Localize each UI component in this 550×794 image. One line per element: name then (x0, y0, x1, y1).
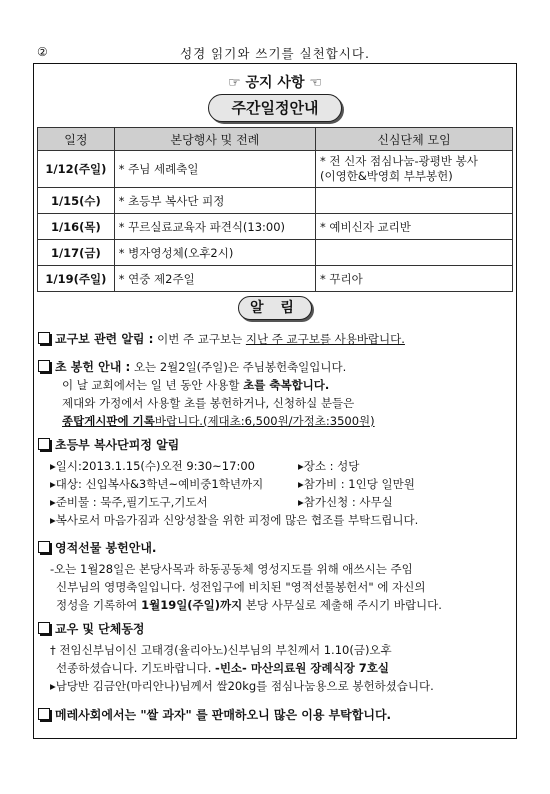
weekly-schedule-title: 주간일정안내 (208, 94, 342, 122)
checkbox-square-icon (38, 541, 50, 553)
candle-offering-notice (38, 358, 512, 430)
section-text: 신부님의 영명축일입니다. 성전입구에 비치된 "영적선물봉헌서" 에 자신의 (56, 580, 426, 594)
retreat-detail: ▸참가비 : 1인당 일만원 (298, 477, 415, 491)
table-row (38, 266, 513, 292)
bulletin-frame (33, 63, 517, 739)
retreat-detail: ▸준비물 : 묵주,필기도구,기도서 (50, 495, 208, 509)
schedule-group: * 예비신자 교리반 (316, 214, 513, 240)
schedule-date: 1/17(금) (38, 240, 115, 266)
table-row (38, 151, 513, 188)
section-heading: 교우 및 단체동정 (55, 622, 145, 636)
section-text: 선종하셨습니다. 기도바랍니다. (56, 661, 216, 675)
schedule-event: * 연중 제2주일 (114, 266, 315, 292)
announcement-title: 알 림 (238, 296, 312, 320)
schedule-header-date: 일정 (38, 128, 115, 151)
retreat-detail: ▸복사로서 마음가짐과 신앙성찰을 위한 피정에 많은 협조를 부탁드립니다. (50, 513, 419, 527)
spiritual-gift-notice (38, 539, 512, 614)
section-heading: 메레사회에서는 "쌀 과자" 를 판매하오니 많은 이용 부탁합니다. (55, 708, 392, 722)
section-text: 오는 2월2일(주일)은 주님봉헌축일입니다. (130, 360, 347, 374)
schedule-event: * 병자영성체(오후2시) (114, 240, 315, 266)
section-text: -오는 1월28일은 본당사목과 하동공동체 영성지도를 위해 애쓰시는 주임 (50, 562, 413, 576)
section-heading: 초 봉헌 안내 : (55, 360, 131, 374)
checkbox-square-icon (38, 708, 50, 720)
section-text: † 전임신부님이신 고태경(율리아노)신부님의 부친께서 1.10(금)오후 (50, 643, 392, 657)
section-text: 바랍니다.(제대초:6,500원/가정초:3500원) (154, 414, 375, 428)
schedule-group (316, 188, 513, 214)
retreat-detail: ▸일시:2013.1.15(수)오전 9:30~17:00 (50, 459, 255, 473)
schedule-header-group: 신심단체 모임 (316, 128, 513, 151)
section-heading: 영적선물 봉헌안내. (55, 541, 157, 555)
section-text-bold: -빈소- 마산의료원 장례식장 7호실 (215, 661, 390, 675)
checkbox-square-icon (38, 360, 50, 372)
retreat-detail: ▸장소 : 성당 (298, 459, 360, 473)
table-row (38, 214, 513, 240)
section-heading: 초등부 복사단피정 알림 (55, 438, 180, 452)
section-text-bold: 종탑게시판에 기록 (62, 414, 155, 428)
schedule-table (37, 127, 513, 292)
parishioner-news (38, 620, 512, 695)
section-text: 제대와 가정에서 사용할 초를 봉헌하거나, 신청하실 분들은 (62, 396, 355, 410)
retreat-detail: ▸참가신청 : 사무실 (298, 495, 393, 509)
section-text: 본당 사무실로 제출해 주시기 바랍니다. (242, 598, 442, 612)
section-text: 이번 주 교구보는 (153, 332, 246, 346)
section-text-bold: 1월19일(주일)까지 (141, 598, 243, 612)
section-heading: 교구보 관련 알림 : (55, 332, 154, 346)
checkbox-square-icon (38, 332, 50, 344)
schedule-group (316, 240, 513, 266)
section-text: 이 날 교회에서는 일 년 동안 사용할 (62, 378, 244, 392)
schedule-event: * 주님 세례축일 (114, 151, 315, 188)
schedule-date: 1/16(목) (38, 214, 115, 240)
altar-server-retreat-notice (38, 436, 512, 529)
section-text-bold: 초를 축복합니다. (243, 378, 330, 392)
checkbox-square-icon (38, 622, 50, 634)
section-text-underlined: 지난 주 교구보를 사용바랍니다. (245, 332, 405, 346)
motto: 성경 읽기와 쓰기를 실천합시다. (180, 46, 370, 61)
schedule-event: * 꾸르실료교육자 파견식(13:00) (114, 214, 315, 240)
schedule-group: * 꾸리아 (316, 266, 513, 292)
section-text: 정성을 기록하여 (56, 598, 142, 612)
schedule-date: 1/19(주일) (38, 266, 115, 292)
schedule-group: * 전 신자 점심나눔-광평반 봉사 (이영한&박영희 부부봉헌) (316, 151, 513, 188)
retreat-detail: ▸대상: 신입복사&3학년~예비중1학년까지 (50, 477, 264, 491)
checkbox-square-icon (38, 438, 50, 450)
diocese-bulletin-notice (38, 330, 512, 348)
notice-title: ☞ 공지 사항 ☜ (228, 75, 322, 91)
schedule-date: 1/12(주일) (38, 151, 115, 188)
schedule-date: 1/15(수) (38, 188, 115, 214)
page-number: ② (37, 45, 48, 59)
section-text: ▸남당반 김금안(마리안나)님께서 쌀20kg를 점심나눔용으로 봉헌하셨습니다. (50, 679, 434, 693)
table-row (38, 188, 513, 214)
schedule-event: * 초등부 복사단 피정 (114, 188, 315, 214)
rice-snack-sale-notice (38, 706, 512, 724)
table-row (38, 240, 513, 266)
schedule-header-event: 본당행사 및 전례 (114, 128, 315, 151)
